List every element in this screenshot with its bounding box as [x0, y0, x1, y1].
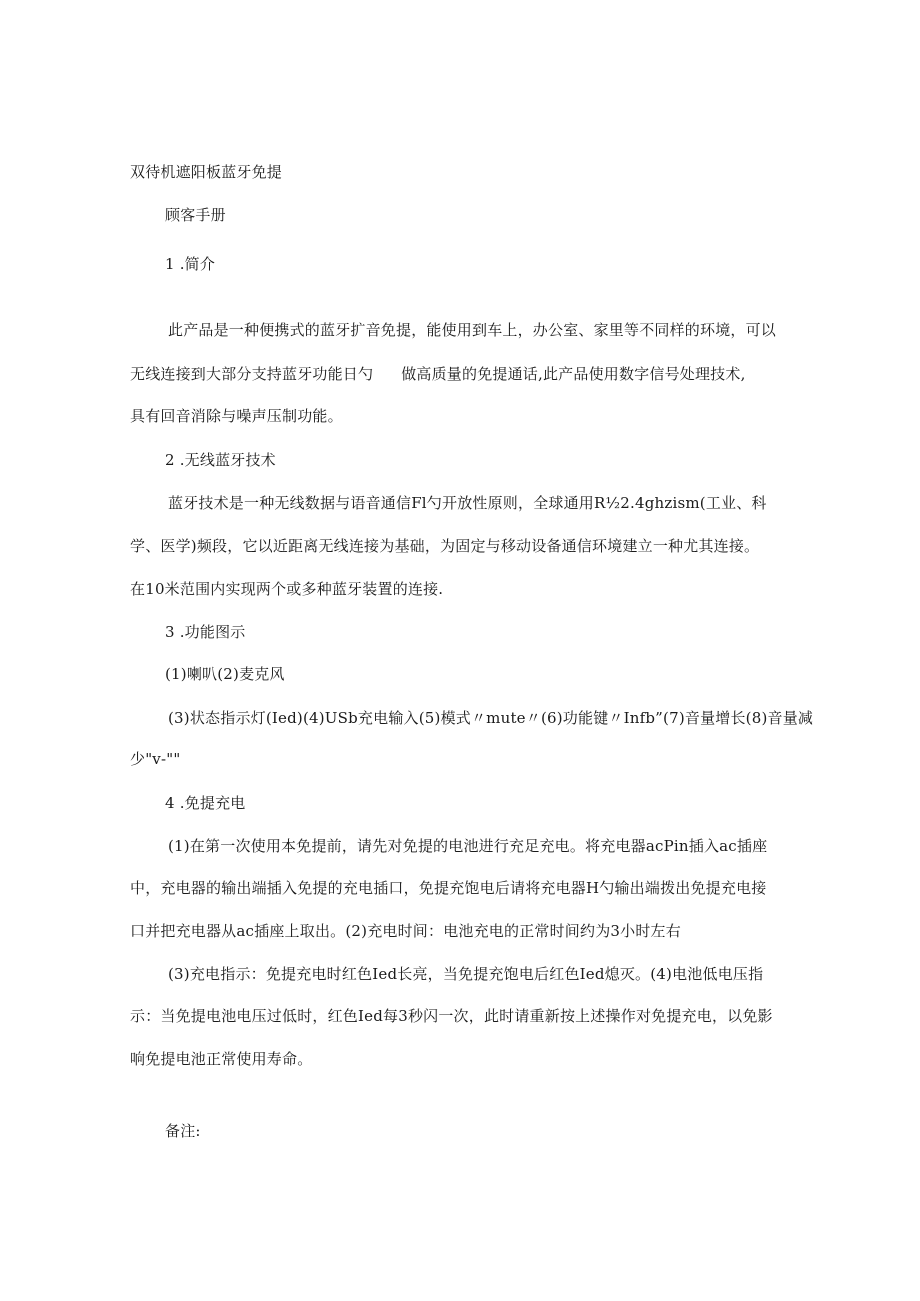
section-2-line-3: 在10米范围内实现两个或多种蓝牙装置的连接. [130, 580, 444, 598]
section-3-line-1: (1)喇叭(2)麦克风 [165, 665, 285, 683]
section-4-line-6: 响免提电池正常使用寿命。 [130, 1050, 313, 1068]
section-3-line-3: 少"v-"" [130, 750, 181, 768]
section-2-line-1: 蓝牙技术是一种无线数据与语音通信Fl勺开放性原则，全球通用R½2.4ghzism(工业、科 [168, 494, 767, 512]
section-1-line-2b: 做高质量的免提通话,此产品使用数字信号处理技术, [401, 365, 746, 383]
section-1-line-2 [130, 364, 746, 384]
note-label: 备注: [165, 1122, 201, 1140]
section-1-heading: 1 .简介 [165, 255, 216, 273]
section-4-line-4: (3)充电指示：免提充电时红色Ied长亮，当免提充饱电后红色Ied熄灭。(4)电池低电压指 [168, 965, 764, 983]
section-1-line-1: 此产品是一种便携式的蓝牙扩音免提，能使用到车上，办公室、家里等不同样的环境，可以 [168, 321, 777, 339]
document-subtitle: 顾客手册 [165, 206, 226, 224]
section-3-line-2: (3)状态指示灯(Ied)(4)USb充电输入(5)模式〃mute〃(6)功能键〃Infb”(7)音量增长(8)音量减 [168, 709, 814, 727]
section-4-heading: 4 .免提充电 [165, 794, 246, 812]
section-4-line-5: 示：当免提电池电压过低时，红色Ied每3秒闪一次，此时请重新按上述操作对免提充电，以免影 [130, 1007, 773, 1025]
section-2-line-2: 学、医学)频段，它以近距离无线连接为基础，为固定与移动设备通信环境建立一种尤其连接。 [130, 537, 760, 555]
section-4-line-3: 口并把充电器从ac插座上取出。(2)充电时间：电池充电的正常时间约为3小时左右 [130, 922, 681, 940]
section-1-line-2a: 无线连接到大部分支持蓝牙功能日勺 [130, 365, 374, 383]
section-1-line-3: 具有回音消除与噪声压制功能。 [130, 407, 343, 425]
document-title: 双待机遮阳板蓝牙免提 [130, 163, 283, 181]
section-3-heading: 3 .功能图示 [165, 623, 246, 641]
section-4-line-1: (1)在第一次使用本免提前，请先对免提的电池进行充足充电。将充电器acPin插入ac插座 [168, 837, 768, 855]
section-4-line-2: 中，充电器的输出端插入免提的充电插口，免提充饱电后请将充电器H勺输出端拨出免提充电接 [130, 879, 767, 897]
section-2-heading: 2 .无线蓝牙技术 [165, 451, 276, 469]
